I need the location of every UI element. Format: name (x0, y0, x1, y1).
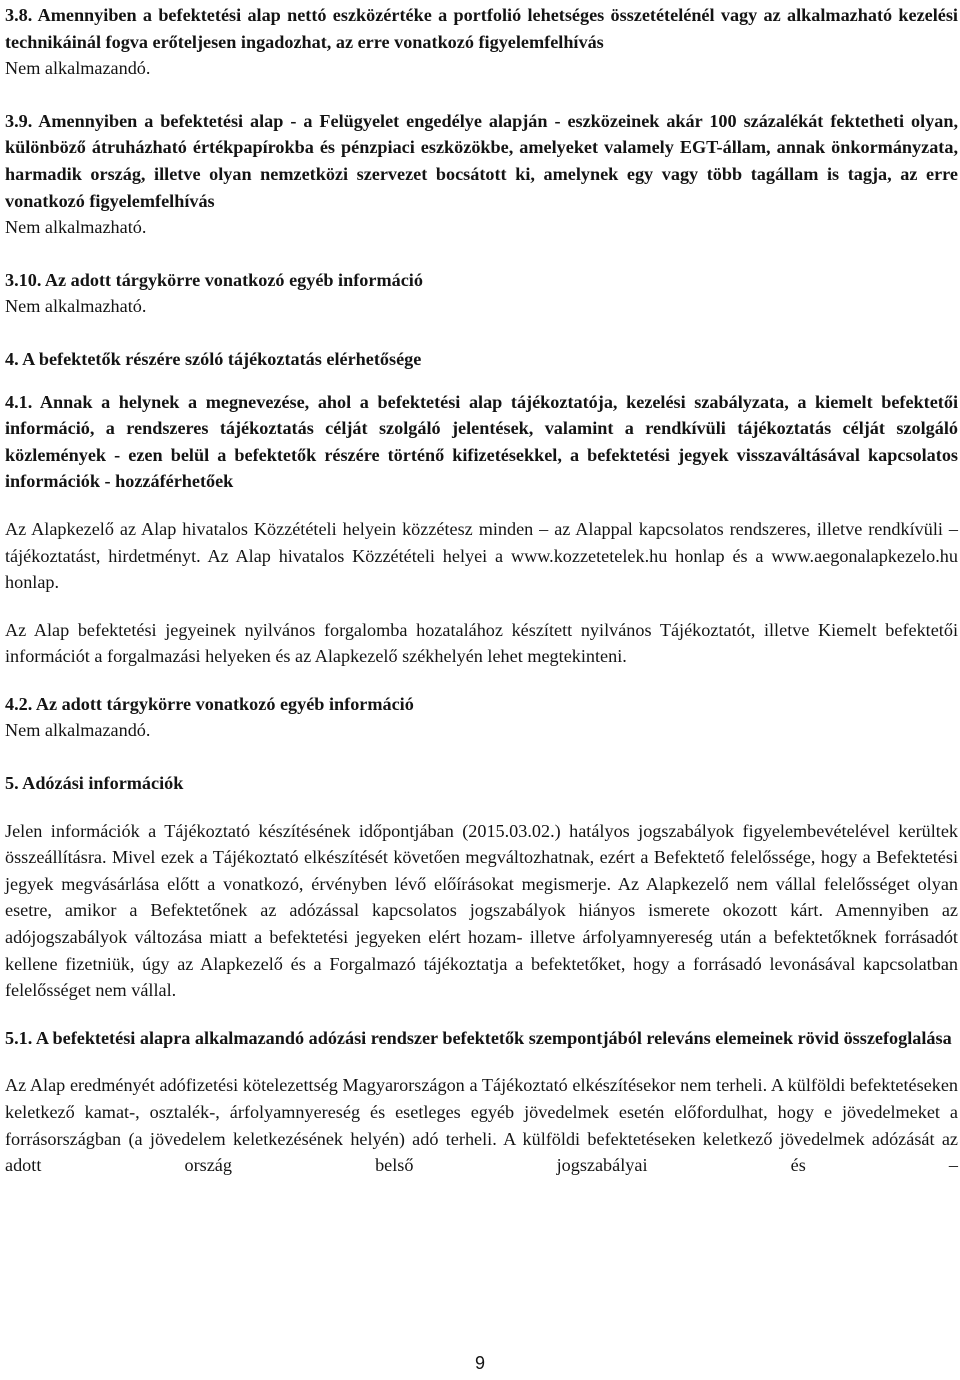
section-5-1-body: Az Alap eredményét adófizetési kötelezettség Magyarországon a Tájékoztató elkészítésekor nem terheli. A külföldi befektetéseken keletkező kamat-, osztalék-, árfolyamnyereség és esetleges egyéb jövedelmek esetén előfordulhat, hogy e jövedelmeket a forrásországban (a jövedelem keletkezésének helyén) adó terheli. A külföldi befektetéseken keletkező jövedelmek adózását az adott ország belső jogszabályai és – (5, 1075, 958, 1176)
document-page (5, 2, 958, 1179)
spacer (5, 670, 958, 691)
spacer (5, 797, 958, 818)
section-4-2-body: Nem alkalmazandó. (5, 720, 151, 741)
section-3-8-body: Nem alkalmazandó. (5, 58, 151, 79)
section-5-body: Jelen információk a Tájékoztató készítésének időpontjában (2015.03.02.) hatályos jogszabályok figyelembevételével kerültek összeállításra. Mivel ezek a Tájékoztató elkészítését követően megváltozhatnak, ezért a Befektető felelőssége, hogy a Befektetési jegyek megvásárlása előtt a vonatkozó, érvényben lévő előírásokat megismerje. Az Alapkezelő nem vállal felelősséget olyan esetre, amikor a Befektetőnek az adózással kapcsolatos jogszabályok hiányos ismerete okozott kárt. Amennyiben az adójogszabályok változása miatt a befektetési jegyeken elért hozam- illetve árfolyamnyereség után a befektetőknek forrásadót kellene fizetniük, úgy az Alapkezelő és a Forgalmazó tájékoztatja a befektetőket, hogy a forrásadó levonásával kapcsolatban felelősséget nem vállal. (5, 820, 958, 1001)
spacer (5, 596, 958, 617)
section-3-9-heading: 3.9. Amennyiben a befektetési alap - a Felügyelet engedélye alapján - eszközeinek akár 100 százalékát fektetheti olyan, különböző átruházható értékpapírokba és pénzpiaci eszközökbe, amelyeket valamely EGT-állam, annak önkormányzata, harmadik ország, illetve olyan nemzetközi szervezet bocsátott ki, amelynek egy vagy több tagállam is tagja, az erre vonatkozó figyelemfelhívás (5, 110, 958, 211)
spacer (5, 495, 958, 516)
spacer (5, 241, 958, 267)
page-number: 9 (474, 1353, 485, 1373)
section-3-8-heading: 3.8. Amennyiben a befektetési alap nettó eszközértéke a portfolió lehetséges összetételénél vagy az alkalmazható kezelési technikáinál fogva erőteljesen ingadozhat, az erre vonatkozó figyelemfelhívás (5, 5, 958, 52)
section-4-1-heading: 4.1. Annak a helynek a megnevezése, ahol a befektetési alap tájékoztatója, kezelési szabályzata, a kiemelt befektetői információ, a rendszeres tájékoztatás célját szolgáló jelentések, valamint a rendkívüli tájékoztatás célját szolgáló közlemények - ezen belül a befektetők részére történő kifizetésekkel, a befektetési jegyek visszaváltásával kapcsolatos információk - hozzáférhetőek (5, 391, 958, 492)
section-3-10-heading: 3.10. Az adott tárgykörre vonatkozó egyéb információ (5, 269, 423, 290)
section-5-heading: 5. Adózási információk (5, 773, 184, 794)
spacer (5, 373, 958, 389)
section-4-2-heading: 4.2. Az adott tárgykörre vonatkozó egyéb információ (5, 693, 414, 714)
spacer (5, 82, 958, 108)
section-4-1-paragraph-2: Az Alap befektetési jegyeinek nyilvános forgalomba hozatalához készített nyilvános Tájékoztatót, illetve Kiemelt befektetői információt a forgalmazási helyeken és az Alapkezelő székhelyén lehet megtekinteni. (5, 619, 958, 667)
spacer (5, 320, 958, 346)
section-3-9-body: Nem alkalmazható. (5, 217, 147, 238)
spacer (5, 744, 958, 770)
section-4-heading: 4. A befektetők részére szóló tájékoztatás elérhetősége (5, 348, 422, 369)
section-5-1-heading: 5.1. A befektetési alapra alkalmazandó adózási rendszer befektetők szempontjából releváns elemeinek rövid összefoglalása (5, 1027, 952, 1048)
spacer (5, 1004, 958, 1025)
spacer (5, 1051, 958, 1072)
section-3-10-body: Nem alkalmazható. (5, 296, 147, 317)
section-4-1-paragraph-1: Az Alapkezelő az Alap hivatalos Közzétételi helyein közzétesz minden – az Alappal kapcsolatos rendszeres, illetve rendkívüli – tájékoztatást, hirdetményt. Az Alap hivatalos Közzétételi helyei a www.kozzetetelek.hu honlap és a www.aegonalapkezelo.hu honlap. (5, 518, 958, 593)
